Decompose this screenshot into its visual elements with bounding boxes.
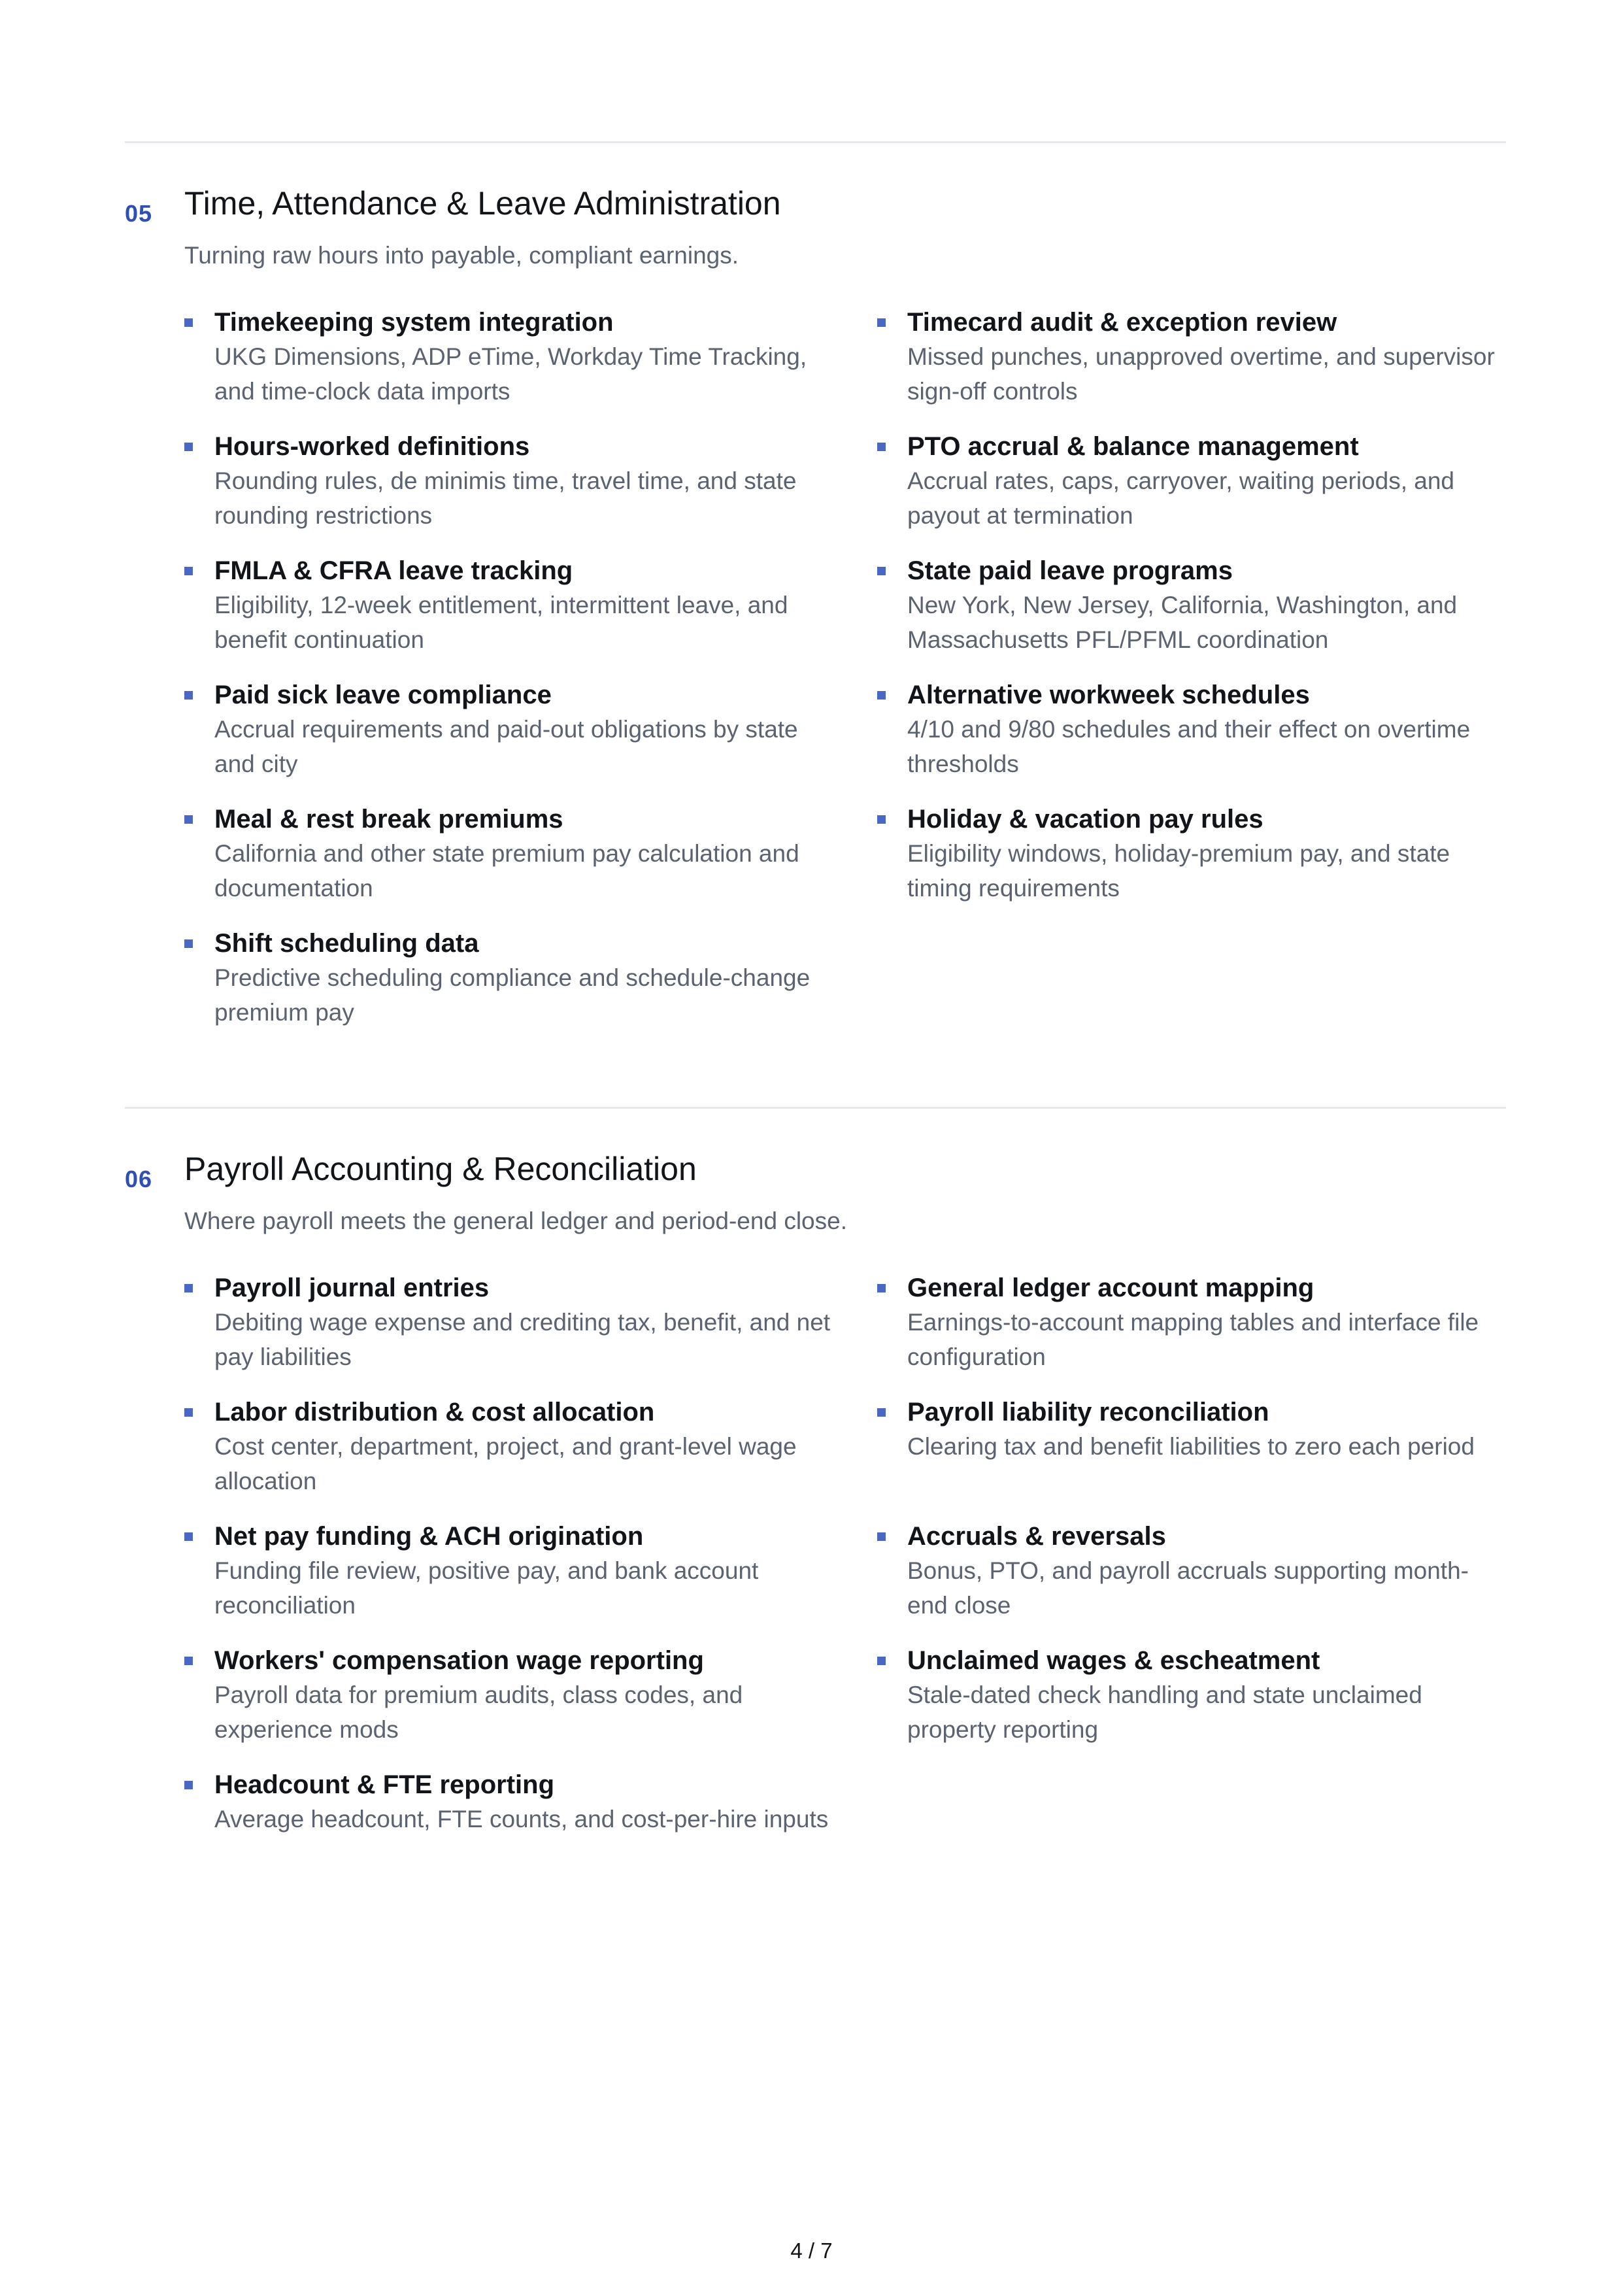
item-description: UKG Dimensions, ADP eTime, Workday Time Tracking, and time-clock data imports <box>214 343 807 405</box>
square-bullet-icon <box>184 939 193 948</box>
list-item <box>877 305 1506 430</box>
item-title: FMLA & CFRA leave tracking <box>214 556 573 585</box>
list-item <box>184 1271 877 1395</box>
section-05 <box>125 184 1506 1026</box>
list-item <box>184 1519 877 1644</box>
list-item <box>184 305 877 430</box>
list-item <box>877 1395 1506 1519</box>
square-bullet-icon <box>877 1408 886 1417</box>
square-bullet-icon <box>184 1657 193 1665</box>
square-bullet-icon <box>184 1284 193 1292</box>
item-description: Eligibility windows, holiday-premium pay, and state timing requirements <box>907 840 1450 902</box>
list-item <box>877 678 1506 802</box>
square-bullet-icon <box>877 1284 886 1292</box>
item-description: 4/10 and 9/80 schedules and their effect on overtime thresholds <box>907 716 1471 777</box>
item-title: Timecard audit & exception review <box>907 308 1337 337</box>
list-item <box>184 926 877 1051</box>
section-subtitle: Where payroll meets the general ledger and period-end close. <box>184 1207 847 1234</box>
item-description: Rounding rules, de minimis time, travel time, and state rounding restrictions <box>214 467 797 529</box>
item-description: Eligibility, 12-week entitlement, intermittent leave, and benefit continuation <box>214 592 788 653</box>
list-item <box>184 1644 877 1768</box>
item-title: Labor distribution & cost allocation <box>214 1398 655 1427</box>
item-title: Workers' compensation wage reporting <box>214 1646 704 1675</box>
item-title: Alternative workweek schedules <box>907 681 1310 709</box>
square-bullet-icon <box>877 567 886 575</box>
item-title: Accruals & reversals <box>907 1522 1166 1551</box>
item-title: General ledger account mapping <box>907 1274 1314 1302</box>
list-item <box>184 1395 877 1519</box>
item-title: Headcount & FTE reporting <box>214 1770 554 1799</box>
list-item <box>877 554 1506 678</box>
list-item <box>184 678 877 802</box>
item-description: Accrual requirements and paid-out obligations by state and city <box>214 716 798 777</box>
section-header <box>125 184 1506 230</box>
square-bullet-icon <box>877 1532 886 1541</box>
item-description: Funding file review, positive pay, and bank account reconciliation <box>214 1557 759 1619</box>
item-description: Debiting wage expense and crediting tax, benefit, and net pay liabilities <box>214 1309 831 1370</box>
item-description: Average headcount, FTE counts, and cost-per-hire inputs <box>214 1806 829 1832</box>
section-title: Time, Attendance & Leave Administration <box>184 185 781 222</box>
section-06 <box>125 1150 1506 1832</box>
item-description: Missed punches, unapproved overtime, and supervisor sign-off controls <box>907 343 1495 405</box>
item-description: Payroll data for premium audits, class codes, and experience mods <box>214 1681 743 1743</box>
item-title: Unclaimed wages & escheatment <box>907 1646 1320 1675</box>
item-title: PTO accrual & balance management <box>907 432 1359 461</box>
list-item <box>877 1519 1506 1644</box>
square-bullet-icon <box>877 815 886 824</box>
section-header <box>125 1150 1506 1196</box>
item-description: Bonus, PTO, and payroll accruals supporting month-end close <box>907 1557 1469 1619</box>
item-title: State paid leave programs <box>907 556 1233 585</box>
section-number: 06 <box>125 1166 153 1192</box>
section-divider <box>125 141 1506 143</box>
square-bullet-icon <box>877 318 886 327</box>
section-item-list <box>184 305 1506 1051</box>
list-item <box>877 1271 1506 1395</box>
square-bullet-icon <box>877 443 886 451</box>
square-bullet-icon <box>877 1657 886 1665</box>
item-title: Meal & rest break premiums <box>214 805 563 834</box>
item-title: Holiday & vacation pay rules <box>907 805 1263 834</box>
square-bullet-icon <box>184 691 193 700</box>
item-description: Cost center, department, project, and grant-level wage allocation <box>214 1433 797 1494</box>
item-title: Payroll journal entries <box>214 1274 490 1302</box>
page-number: 4 / 7 <box>790 2238 833 2263</box>
item-description: Accrual rates, caps, carryover, waiting periods, and payout at termination <box>907 467 1454 529</box>
item-description: Stale-dated check handling and state unclaimed property reporting <box>907 1681 1422 1743</box>
list-item <box>877 1644 1506 1768</box>
square-bullet-icon <box>184 443 193 451</box>
item-title: Net pay funding & ACH origination <box>214 1522 644 1551</box>
square-bullet-icon <box>184 1408 193 1417</box>
square-bullet-icon <box>184 1781 193 1789</box>
item-description: Predictive scheduling compliance and schedule-change premium pay <box>214 964 811 1026</box>
list-item <box>184 554 877 678</box>
section-item-list <box>184 1271 1506 1892</box>
section-title: Payroll Accounting & Reconciliation <box>184 1151 697 1187</box>
item-title: Timekeeping system integration <box>214 308 614 337</box>
square-bullet-icon <box>184 318 193 327</box>
item-description: New York, New Jersey, California, Washington, and Massachusetts PFL/PFML coordination <box>907 592 1458 653</box>
square-bullet-icon <box>184 815 193 824</box>
list-item <box>184 430 877 554</box>
list-item <box>877 430 1506 554</box>
square-bullet-icon <box>184 567 193 575</box>
section-divider <box>125 1107 1506 1109</box>
section-subtitle: Turning raw hours into payable, compliant earnings. <box>184 242 739 269</box>
list-item <box>184 1768 877 1892</box>
section-number: 05 <box>125 200 153 227</box>
square-bullet-icon <box>877 691 886 700</box>
item-title: Shift scheduling data <box>214 929 479 958</box>
square-bullet-icon <box>184 1532 193 1541</box>
item-title: Hours-worked definitions <box>214 432 530 461</box>
item-description: Earnings-to-account mapping tables and interface file configuration <box>907 1309 1479 1370</box>
item-title: Paid sick leave compliance <box>214 681 552 709</box>
item-title: Payroll liability reconciliation <box>907 1398 1269 1427</box>
list-item <box>184 802 877 926</box>
item-description: Clearing tax and benefit liabilities to zero each period <box>907 1433 1475 1460</box>
item-description: California and other state premium pay calculation and documentation <box>214 840 799 902</box>
list-item <box>877 802 1506 926</box>
